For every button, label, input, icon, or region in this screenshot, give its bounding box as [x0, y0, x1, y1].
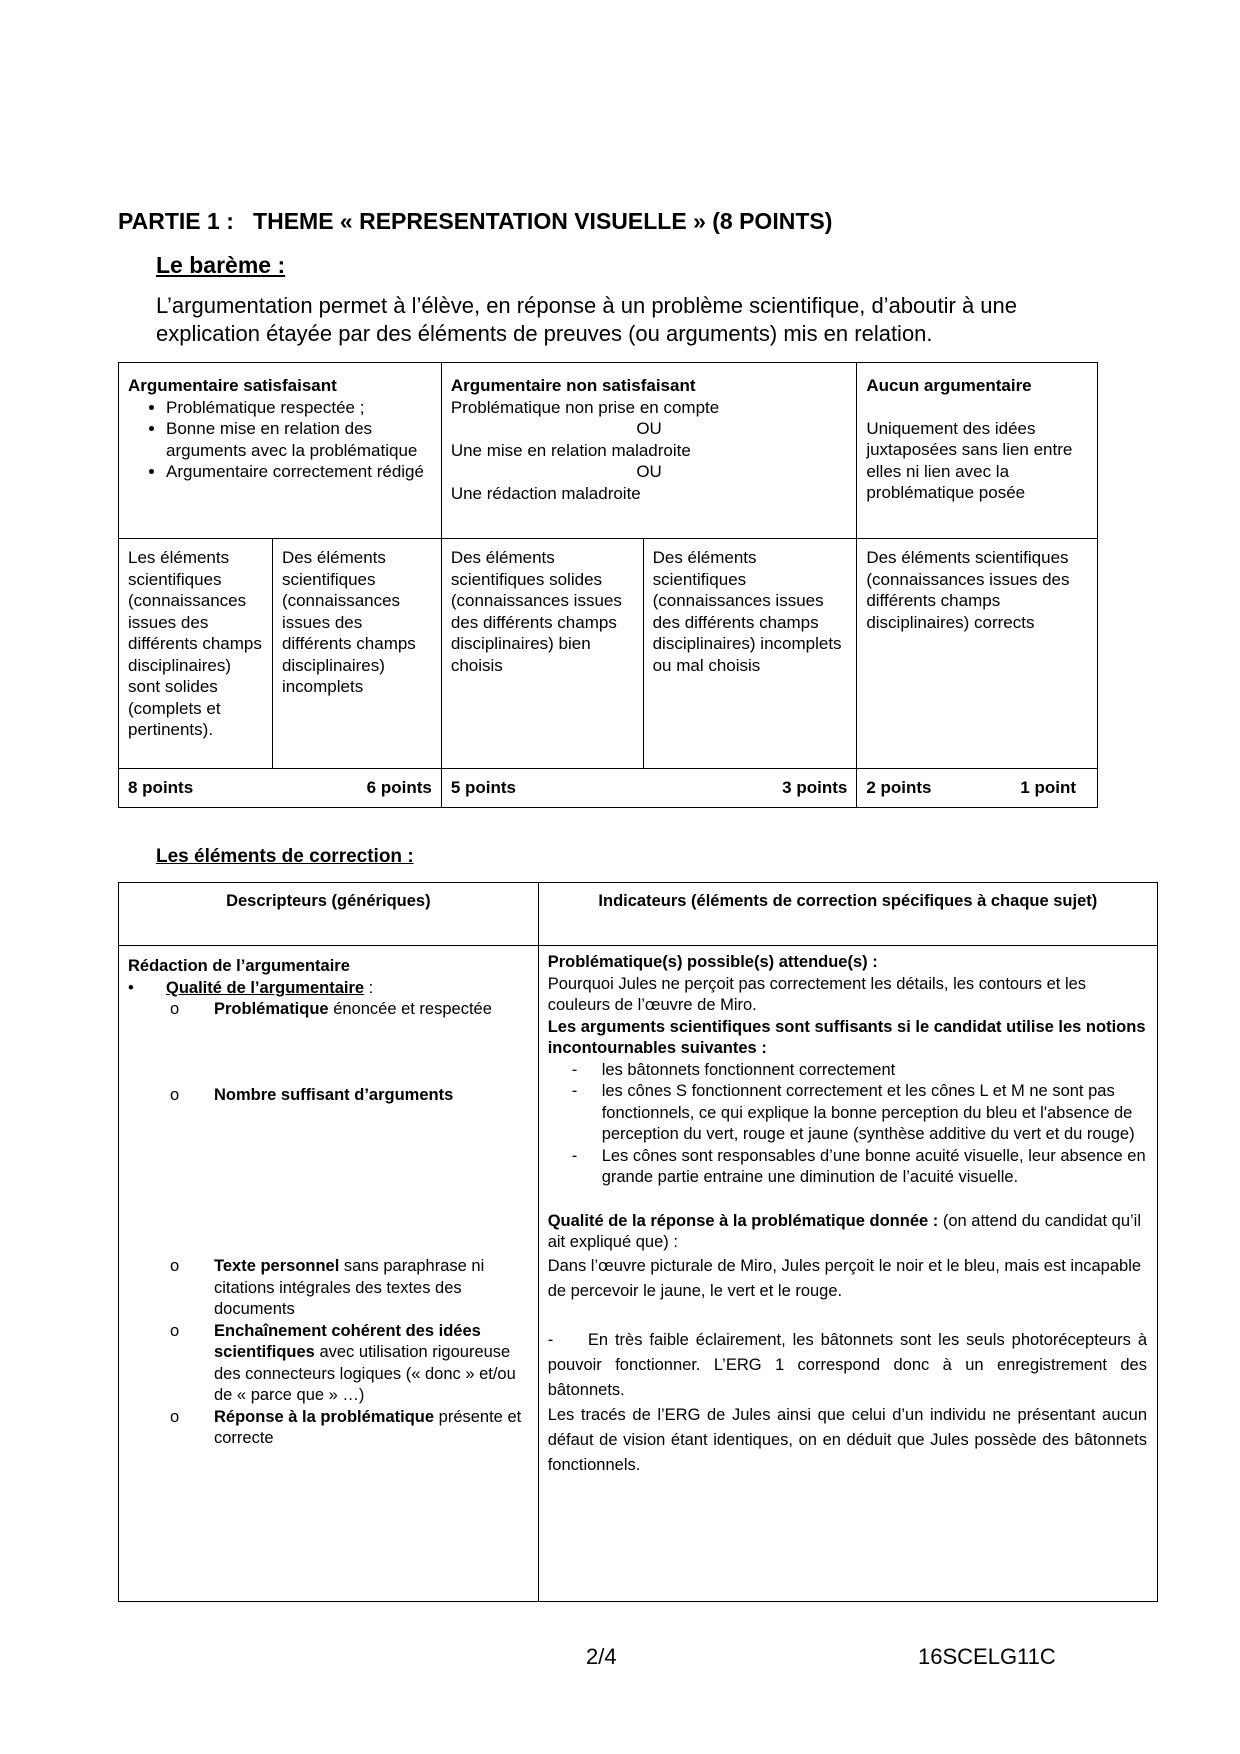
argument-text: Les cônes sont responsables d’une bonne acuité visuelle, leur absence en grande partie entraine une diminution de l’acuité visuelle. [601, 1146, 1146, 1186]
descriptor-text: énoncée et respectée [328, 1000, 492, 1018]
descriptor-bold: Problématique [214, 1000, 329, 1018]
circle-bullet-icon: o [170, 1257, 180, 1275]
descriptor-text: sans paraphrase ni citations intégrales des textes des documents [214, 1257, 485, 1318]
detail-cell: Les éléments scientifiques (connaissances issues des différents champs disciplinaires) sont solides (complets et pertinents). [119, 539, 273, 769]
circle-bullet-icon: o [170, 1000, 180, 1018]
col-header-indicateurs: Indicateurs (éléments de correction spécifiques à chaque sujet) [538, 883, 1157, 946]
points-cell-non-satisfaisant [441, 769, 857, 808]
descriptor-bold: Enchaînement cohérent des idées scientifiques [214, 1321, 481, 1361]
intro-paragraph: L’argumentation permet à l’élève, en réponse à un problème scientifique, d’aboutir à une explication étayée par des éléments de preuves (ou arguments) mis en relation. [156, 293, 1017, 346]
points-label: 5 points [450, 778, 516, 797]
bareme-heading: Le barème : [156, 252, 286, 278]
descriptor-item [128, 1321, 529, 1407]
argument-item [548, 1060, 1147, 1082]
qualite-label: Qualité de l’argumentaire [166, 978, 365, 997]
descriptor-text: présente et correcte [214, 1407, 522, 1447]
or-label: OU [636, 462, 662, 481]
heading-aucun: Aucun argumentaire [866, 376, 1032, 395]
or-label: OU [636, 419, 662, 438]
qualite-suffix: : [364, 978, 374, 997]
points-label: 8 points [128, 778, 194, 797]
list-item: • Argumentaire correctement rédigé [166, 461, 432, 483]
descriptor-bold: Texte personnel [214, 1257, 340, 1275]
argument-item [548, 1146, 1147, 1189]
detail-cell: Des éléments scientifiques (connaissances issues des différents champs disciplinaires) incomplets ou mal choisis [643, 539, 857, 769]
aucun-text: Uniquement des idées juxtaposées sans lien entre elles ni lien avec la problématique posée [866, 418, 1073, 502]
descriptor-bold: Réponse à la problématique [214, 1407, 435, 1426]
erg1-text [548, 1328, 1147, 1403]
points-label: 2 points [866, 778, 932, 797]
dash-bullet: - [571, 1146, 578, 1165]
criterion-text: Une rédaction maladroite [450, 483, 641, 503]
cell-aucun [857, 363, 1098, 539]
satisfaisant-list [128, 397, 432, 483]
detail-cell: Des éléments scientifiques solides (connaissances issues des différents champs disciplinaires) bien choisis [441, 539, 643, 769]
args-heading: Les arguments scientifiques sont suffisants si le candidat utilise les notions incontournables suivantes : [547, 1017, 1146, 1057]
dash-bullet: - [571, 1060, 578, 1079]
criterion-text: Une mise en relation maladroite [450, 440, 691, 460]
dash-bullet: - [547, 1330, 588, 1349]
page-number: 2/4 [586, 1644, 617, 1669]
descriptor-bold: Nombre suffisant d’arguments [214, 1085, 454, 1104]
prob-heading: Problématique(s) possible(s) attendue(s) : [547, 953, 878, 971]
document-code: 16SCELG11C [918, 1644, 1056, 1669]
grading-table [118, 362, 1098, 808]
circle-bullet-icon: o [170, 1085, 180, 1104]
qualite-item [128, 978, 529, 1000]
detail-cell: Des éléments scientifiques (connaissances issues des différents champs disciplinaires) incomplets [272, 539, 441, 769]
descriptor-item [128, 1085, 529, 1107]
qualite-reponse-text: (on attend du candidat qu’il ait expliqué que) : [547, 1211, 1142, 1251]
argument-item [548, 1081, 1147, 1146]
descriptor-item [128, 999, 529, 1021]
descriptor-item [128, 1256, 529, 1321]
points-label: 3 points [782, 778, 848, 797]
heading-non-satisfaisant: Argumentaire non satisfaisant [450, 376, 696, 395]
dash-bullet: - [571, 1082, 578, 1100]
heading-satisfaisant: Argumentaire satisfaisant [128, 376, 337, 395]
cell-satisfaisant [119, 363, 442, 539]
circle-bullet-icon: o [170, 1321, 180, 1340]
descriptor-item [128, 1407, 529, 1450]
indicateurs-cell [538, 946, 1157, 1602]
argument-text: les bâtonnets fonctionnent correctement [601, 1060, 896, 1079]
redaction-label: Rédaction de l’argumentaire [128, 957, 350, 975]
list-item: • Problématique respectée ; [166, 397, 432, 419]
correction-table [118, 882, 1158, 1602]
col-header-descripteurs: Descripteurs (génériques) [119, 883, 539, 946]
correction-heading: Les éléments de correction : [156, 846, 414, 867]
prob-text: Pourquoi Jules ne perçoit pas correctement les détails, les contours et les couleurs de l’œuvre de Miro. [547, 974, 1087, 1014]
erg1-content: En très faible éclairement, les bâtonnets sont les seuls photorécepteurs à pouvoir fonctionner. L’ERG 1 correspond donc à un enregistrement des bâtonnets. [547, 1330, 1147, 1399]
qualite-reponse-heading: Qualité de la réponse à la problématique donnée : [547, 1211, 939, 1230]
erg2-text: Les tracés de l’ERG de Jules ainsi que celui d’un individu ne présentant aucun défaut de vision étant identiques, on en déduit que Jules possède des bâtonnets fonctionnels. [547, 1405, 1147, 1474]
section-title: PARTIE 1 : THEME « REPRESENTATION VISUELLE » (8 POINTS) [118, 208, 833, 234]
list-item: • Bonne mise en relation des arguments avec la problématique [166, 418, 432, 461]
points-cell-aucun [857, 769, 1098, 808]
detail-cell: Des éléments scientifiques (connaissances issues des différents champs disciplinaires) corrects [857, 539, 1098, 769]
points-label: 1 point [1020, 778, 1076, 797]
qualite-reponse [548, 1211, 1147, 1254]
points-label: 6 points [366, 778, 432, 797]
circle-bullet-icon: o [170, 1407, 180, 1426]
descriptor-text: avec utilisation rigoureuse des connecteurs logiques (« donc » et/ou de « parce que » …) [214, 1343, 516, 1404]
miro-text: Dans l’œuvre picturale de Miro, Jules perçoit le noir et le bleu, mais est incapable de percevoir le jaune, le vert et le rouge. [547, 1256, 1142, 1300]
descripteurs-cell [119, 946, 539, 1602]
cell-non-satisfaisant [441, 363, 857, 539]
bullet-icon: • [128, 978, 134, 997]
points-cell-satisfaisant [119, 769, 442, 808]
criterion-text: Problématique non prise en compte [450, 397, 720, 417]
argument-text: les cônes S fonctionnent correctement et les cônes L et M ne sont pas fonctionnels, ce qui explique la bonne perception du bleu et l'absence de perception du vert, rouge et jaune (synthèse additive du vert et du rouge) [601, 1082, 1135, 1143]
